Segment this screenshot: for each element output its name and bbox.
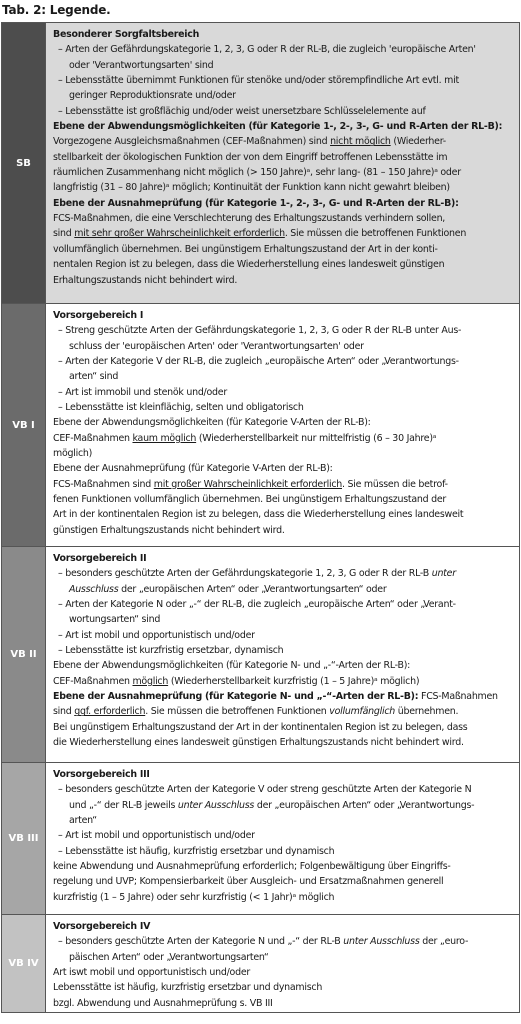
text-segment: der „europäischen Arten“ oder „Verantwortungsarten“ oder xyxy=(118,583,387,595)
text-segment: – Lebensstätte ist kurzfristig ersetzbar, dynamisch xyxy=(58,645,284,657)
text-line xyxy=(53,704,515,719)
text-segment: und „-“ der RL-B jeweils xyxy=(69,799,178,811)
table-row-vb2 xyxy=(1,547,520,763)
text-segment: geringer Reproduktionsrate und/oder xyxy=(69,90,236,102)
text-segment: die Wiederherstellung eines landesweit günstigen Erhaltungszustands nicht behindert wird. xyxy=(53,737,464,749)
text-segment: – Art ist mobil und opportunistisch und/oder xyxy=(58,830,255,842)
text-segment: keine Abwendung und Ausnahmeprüfung erforderlich; Folgenbewältigung über Eingriffs- xyxy=(53,861,451,873)
bullet-line xyxy=(53,73,515,88)
text-line xyxy=(53,767,515,782)
text-segment: Erhaltungszustands nicht behindert wird. xyxy=(53,274,238,286)
text-segment: päischen Arten“ oder „Verantwortungsarten“ xyxy=(69,951,269,963)
text-segment: – besonders geschützte Arten der Gefährdungskategorie 1, 2, 3, G oder R der RL-B xyxy=(58,568,432,580)
bullet-line xyxy=(53,844,515,859)
text-segment: – besonders geschützte Arten der Kategorie V oder streng geschützte Arten der Kategorie N xyxy=(58,784,472,796)
text-line xyxy=(53,196,515,211)
text-segment: FCS-Maßnahmen sind xyxy=(53,478,154,490)
text-segment: – Lebensstätte ist häufig, kurzfristig ersetzbar und dynamisch xyxy=(58,845,335,857)
text-segment: mit großer Wahrscheinlichkeit erforderlich xyxy=(153,478,342,490)
text-segment: Ebene der Ausnahmeprüfung (für Kategorie 1-, 2-, 3-, G- und R-Arten der RL-B): xyxy=(53,197,459,209)
table-row-sb xyxy=(1,22,520,304)
text-segment: sind xyxy=(53,706,75,718)
text-line xyxy=(53,273,515,288)
text-line xyxy=(53,134,515,149)
bullet-line xyxy=(53,385,515,400)
bullet-line xyxy=(53,628,515,643)
text-line xyxy=(53,58,515,73)
text-line xyxy=(53,242,515,257)
bullet-line xyxy=(53,566,515,581)
text-segment: ggf. erforderlich xyxy=(74,706,146,718)
legend-table xyxy=(1,22,520,1013)
table-caption: Tab. 2: Legende. xyxy=(2,3,111,17)
row-content xyxy=(45,763,519,914)
text-segment: der „euro- xyxy=(419,936,469,948)
text-line xyxy=(53,431,515,446)
text-line xyxy=(53,507,515,522)
text-segment: kurzfristig (1 – 5 Jahre) oder sehr kurzfristig (< 1 Jahr)ᵃ möglich xyxy=(53,891,335,903)
text-segment: – besonders geschützte Arten der Kategorie N und „-“ der RL-B xyxy=(58,936,344,948)
text-segment: wortungsarten“ sind xyxy=(69,614,161,626)
text-line xyxy=(53,965,515,980)
text-line xyxy=(53,446,515,461)
text-line xyxy=(53,27,515,42)
text-line xyxy=(53,996,515,1011)
text-segment: kaum möglich xyxy=(132,432,197,444)
text-segment: stellbarkeit der ökologischen Funktion der von dem Eingriff betroffenen Lebensstätte im xyxy=(53,151,448,163)
text-segment: vollumfänglich übernehmen. Bei ungünstigem Erhaltungszustand der Art in der konti- xyxy=(53,243,438,255)
text-line xyxy=(53,88,515,103)
row-content xyxy=(45,304,519,546)
text-segment: – Arten der Kategorie V der RL-B, die zugleich „europäische Arten“ oder „Verantwortungs- xyxy=(58,356,459,368)
text-segment: – Lebensstätte übernimmt Funktionen für stenöke und/oder störempfindliche Art evtl. mit xyxy=(58,75,459,87)
text-line xyxy=(53,890,515,905)
text-segment: regelung und UVP; Kompensierbarkeit über Ausgleich- und Ersatzmaßnahmen generell xyxy=(53,876,444,888)
text-segment: – Lebensstätte ist kleinflächig, selten und obligatorisch xyxy=(58,402,304,414)
text-line xyxy=(53,369,515,384)
text-line xyxy=(53,308,515,323)
text-segment: Ebene der Abwendungsmöglichkeiten (für Kategorie 1-, 2-, 3-, G- und R-Arten der RL-B): xyxy=(53,121,503,133)
row-code: VB II xyxy=(2,547,45,762)
text-line xyxy=(53,980,515,995)
text-segment: – Arten der Kategorie N oder „-“ der RL-B, die zugleich „europäische Arten“ oder „Verant- xyxy=(58,599,456,611)
text-line xyxy=(53,523,515,538)
text-line xyxy=(53,226,515,241)
text-segment: Vorsorgebereich II xyxy=(53,553,147,564)
text-line xyxy=(53,150,515,165)
text-line xyxy=(53,551,515,566)
text-line xyxy=(53,477,515,492)
table-row-vb1 xyxy=(1,304,520,547)
row-content xyxy=(45,23,519,303)
text-segment: – Art ist mobil und opportunistisch und/oder xyxy=(58,629,255,641)
text-segment: nicht möglich xyxy=(330,136,391,148)
row-code: VB III xyxy=(2,763,45,914)
text-segment: Ebene der Ausnahmeprüfung (für Kategorie V-Arten der RL-B): xyxy=(53,463,333,475)
text-line xyxy=(53,874,515,889)
text-segment: Lebensstätte ist häufig, kurzfristig ersetzbar und dynamisch xyxy=(53,982,323,994)
text-segment: Ebene der Ausnahmeprüfung (für Kategorie N- und „-“-Arten der RL-B): xyxy=(53,691,419,703)
text-segment: – Streng geschützte Arten der Gefährdungskategorie 1, 2, 3, G oder R der RL-B unter Aus- xyxy=(58,325,462,337)
text-line xyxy=(53,165,515,180)
text-line xyxy=(53,461,515,476)
row-code: VB I xyxy=(2,304,45,546)
text-segment: Vorsorgebereich IV xyxy=(53,921,151,932)
text-line xyxy=(53,720,515,735)
text-segment: Vorgezogene Ausgleichsmaßnahmen (CEF-Maßnahmen) sind xyxy=(53,136,331,148)
text-segment: oder 'Verantwortungsarten' sind xyxy=(69,59,214,71)
text-segment: unter xyxy=(431,568,456,580)
text-line xyxy=(53,180,515,195)
row-code: VB IV xyxy=(2,915,45,1012)
bullet-line xyxy=(53,42,515,57)
text-segment: Bei ungünstigem Erhaltungszustand der Art in der kontinentalen Region ist zu belegen, dass xyxy=(53,721,468,733)
text-line xyxy=(53,950,515,965)
text-segment: – Lebensstätte ist großflächig und/oder weist unersetzbare Schlüsselelemente auf xyxy=(58,105,426,117)
text-segment: . Sie müssen die betrof- xyxy=(342,478,448,490)
table-row-vb4 xyxy=(1,915,520,1013)
text-segment: . Sie müssen die betroffenen Funktionen xyxy=(284,228,467,240)
text-segment: fenen Funktionen vollumfänglich übernehmen. Bei ungünstigem Erhaltungszustand der xyxy=(53,494,447,506)
text-line xyxy=(53,415,515,430)
text-line xyxy=(53,674,515,689)
text-line xyxy=(53,339,515,354)
text-line xyxy=(53,492,515,507)
text-segment: Ebene der Abwendungsmöglichkeiten (für Kategorie N- und „-“-Arten der RL-B): xyxy=(53,660,411,672)
text-segment: günstigen Erhaltungszustands nicht behindert wird. xyxy=(53,524,285,536)
text-line xyxy=(53,658,515,673)
text-segment: CEF-Maßnahmen xyxy=(53,432,133,444)
table-row-vb3 xyxy=(1,763,520,915)
text-line xyxy=(53,859,515,874)
text-segment: . Sie müssen die betroffenen Funktionen xyxy=(145,706,330,718)
text-segment: Vorsorgebereich I xyxy=(53,310,144,321)
text-segment: mit sehr großer Wahrscheinlichkeit erforderlich xyxy=(74,228,285,240)
text-segment: langfristig (31 – 80 Jahre)ᵃ möglich; Kontinuität der Funktion kann nicht gewahrt bleiben) xyxy=(53,182,450,194)
text-segment: – Arten der Gefährdungskategorie 1, 2, 3, G oder R der RL-B, die zugleich 'europäische Arten' xyxy=(58,44,476,56)
text-line xyxy=(53,735,515,750)
text-segment: FCS-Maßnahmen xyxy=(418,691,498,703)
text-segment: Art iswt mobil und opportunistisch und/oder xyxy=(53,967,251,979)
row-content xyxy=(45,915,519,1012)
row-content xyxy=(45,547,519,762)
text-segment: Besonderer Sorgfaltsbereich xyxy=(53,29,200,40)
text-line xyxy=(53,119,515,134)
text-segment: bzgl. Abwendung und Ausnahmeprüfung s. VB III xyxy=(53,997,273,1009)
text-line xyxy=(53,919,515,934)
text-segment: (Wiederher- xyxy=(390,136,446,148)
text-segment: unter Ausschluss xyxy=(343,936,420,948)
text-segment: möglich xyxy=(132,675,169,687)
text-segment: – Art ist immobil und stenök und/oder xyxy=(58,386,227,398)
text-segment: arten“ sind xyxy=(69,371,119,383)
bullet-line xyxy=(53,323,515,338)
bullet-line xyxy=(53,400,515,415)
text-segment: sind xyxy=(53,228,75,240)
text-line xyxy=(53,813,515,828)
text-segment: nentalen Region ist zu belegen, dass die Wiederherstellung eines landesweit günstigen xyxy=(53,259,445,271)
text-segment: Art in der kontinentalen Region ist zu belegen, dass die Wiederherstellung eines landesweit xyxy=(53,509,464,521)
bullet-line xyxy=(53,934,515,949)
text-segment: FCS-Maßnahmen, die eine Verschlechterung des Erhaltungszustands verhindern sollen, xyxy=(53,213,446,225)
text-segment: vollumfänglich xyxy=(329,706,396,718)
bullet-line xyxy=(53,828,515,843)
text-segment: der „europäischen Arten“ oder „Verantwortungs- xyxy=(254,799,475,811)
text-line xyxy=(53,612,515,627)
bullet-line xyxy=(53,643,515,658)
text-segment: (Wiederherstellbarkeit kurzfristig (1 – 5 Jahre)ᵃ möglich) xyxy=(168,675,420,687)
text-segment: CEF-Maßnahmen xyxy=(53,675,133,687)
text-line xyxy=(53,689,515,704)
text-segment: arten“ xyxy=(69,815,97,827)
text-segment: (Wiederherstellbarkeit nur mittelfristig (6 – 30 Jahre)ᵃ xyxy=(196,432,437,444)
text-line xyxy=(53,582,515,597)
text-segment: schluss der 'europäischen Arten' oder 'Verantwortungsarten' oder xyxy=(69,340,364,352)
text-segment: möglich) xyxy=(53,448,93,460)
text-segment: Vorsorgebereich III xyxy=(53,769,150,780)
bullet-line xyxy=(53,597,515,612)
text-segment: Ausschluss xyxy=(69,583,119,595)
text-segment: Ebene der Abwendungsmöglichkeiten (für Kategorie V-Arten der RL-B): xyxy=(53,417,371,429)
text-segment: übernehmen. xyxy=(395,706,459,718)
bullet-line xyxy=(53,104,515,119)
bullet-line xyxy=(53,354,515,369)
bullet-line xyxy=(53,782,515,797)
text-segment: räumlichen Zusammenhang nicht möglich (> 150 Jahre)ᵃ, sehr lang- (81 – 150 Jahre)ᵃ oder xyxy=(53,167,461,179)
text-line xyxy=(53,798,515,813)
text-segment: unter Ausschluss xyxy=(177,799,255,811)
text-line xyxy=(53,211,515,226)
row-code: SB xyxy=(2,23,45,303)
text-line xyxy=(53,257,515,272)
